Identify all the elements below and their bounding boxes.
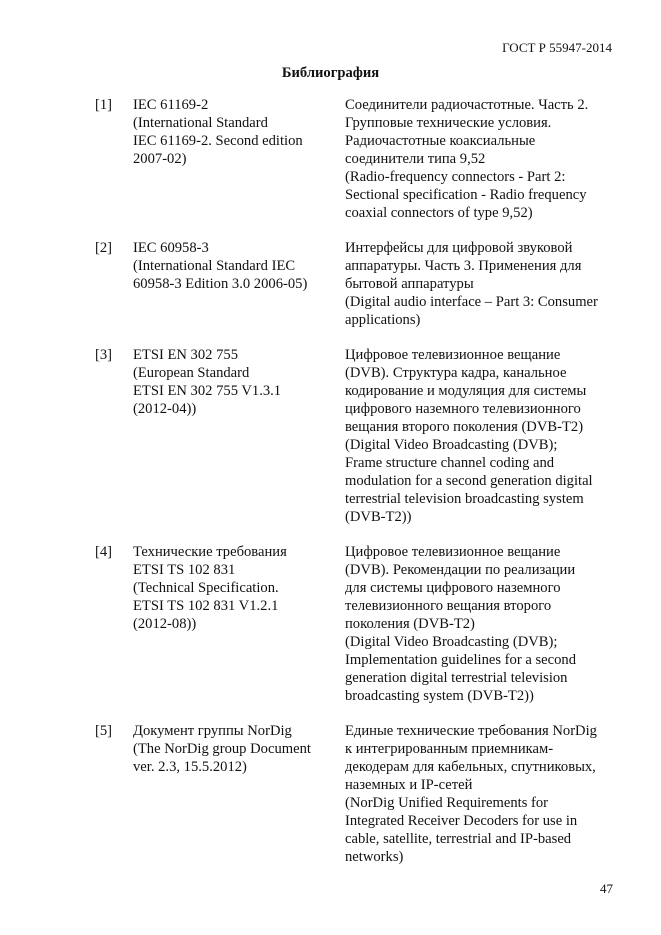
entry-title-line: Implementation guidelines for a second bbox=[345, 652, 576, 668]
entry-number: [1] bbox=[95, 97, 113, 113]
entry-document-line: Документ группы NorDig bbox=[133, 723, 292, 739]
entry-title-line: (Digital audio interface – Part 3: Consumer bbox=[345, 294, 598, 310]
entry-document bbox=[133, 543, 333, 633]
entry-title-line: (DVB). Рекомендации по реализации bbox=[345, 562, 576, 578]
entry-number: [4] bbox=[95, 544, 113, 560]
entry-title-line: Соединители радиочастотные. Часть 2. bbox=[345, 97, 589, 113]
page-title: Библиография bbox=[281, 65, 380, 81]
entry-title-line: Frame structure channel coding and bbox=[345, 455, 555, 471]
entry-title-line: terrestrial television broadcasting system bbox=[345, 491, 584, 507]
entry-document-line: ver. 2.3, 15.5.2012) bbox=[133, 759, 247, 775]
entry-document-line: ETSI TS 102 831 bbox=[133, 562, 236, 578]
entry-title-line: (NorDig Unified Requirements for bbox=[345, 795, 549, 811]
entry-title-line: applications) bbox=[345, 312, 421, 328]
entry-title-line: (DVB). Структура кадра, канальное bbox=[345, 365, 567, 381]
entry-title bbox=[345, 722, 617, 866]
entry-title-line: (Radio-frequency connectors - Part 2: bbox=[345, 169, 566, 185]
entry-document bbox=[133, 96, 333, 168]
entry-document-line: Технические требования bbox=[133, 544, 287, 560]
entry-title-line: (Digital Video Broadcasting (DVB); bbox=[345, 634, 558, 650]
entry-title-line: networks) bbox=[345, 849, 404, 865]
entry-title-line: Групповые технические условия. bbox=[345, 115, 552, 131]
entry-title-line: декодерам для кабельных, спутниковых, bbox=[345, 759, 596, 775]
entry-document-line: (Technical Specification. bbox=[133, 580, 279, 596]
entry-title-line: кодирование и модуляция для системы bbox=[345, 383, 587, 399]
entry-document bbox=[133, 346, 333, 418]
entry-title-line: Цифровое телевизионное вещание bbox=[345, 544, 561, 560]
entry-document-line: 2007-02) bbox=[133, 151, 187, 167]
entry-document-line: ETSI TS 102 831 V1.2.1 bbox=[133, 598, 279, 614]
entry-title bbox=[345, 543, 617, 705]
entry-title-line: к интегрированным приемникам- bbox=[345, 741, 554, 757]
entry-document-line: ETSI EN 302 755 V1.3.1 bbox=[133, 383, 282, 399]
entry-document-line: (International Standard IEC bbox=[133, 258, 296, 274]
entry-document-line: (European Standard bbox=[133, 365, 250, 381]
entry-document bbox=[133, 722, 333, 776]
entry-document bbox=[133, 239, 333, 293]
entry-title-line: Радиочастотные коаксиальные bbox=[345, 133, 536, 149]
entry-title-line: Цифровое телевизионное вещание bbox=[345, 347, 561, 363]
entry-title-line: вещания второго поколения (DVB-T2) bbox=[345, 419, 584, 435]
entry-title-line: аппаратуры. Часть 3. Применения для bbox=[345, 258, 582, 274]
entry-document-line: (2012-08)) bbox=[133, 616, 197, 632]
entry-title-line: Sectional specification - Radio frequency bbox=[345, 187, 587, 203]
entry-title-line: Integrated Receiver Decoders for use in bbox=[345, 813, 578, 829]
entry-title bbox=[345, 346, 617, 526]
entry-title-line: Интерфейсы для цифровой звуковой bbox=[345, 240, 573, 256]
entry-title-line: бытовой аппаратуры bbox=[345, 276, 474, 292]
entry-title bbox=[345, 239, 617, 329]
entry-number: [3] bbox=[95, 347, 113, 363]
entry-document-line: (The NorDig group Document bbox=[133, 741, 311, 757]
entry-title-line: generation digital terrestrial television bbox=[345, 670, 568, 686]
entry-number: [2] bbox=[95, 240, 113, 256]
entry-title-line: поколения (DVB-T2) bbox=[345, 616, 475, 632]
entry-title-line: (DVB-T2)) bbox=[345, 509, 412, 525]
page-number: 47 bbox=[600, 881, 613, 896]
entry-title-line: modulation for a second generation digital bbox=[345, 473, 593, 489]
entry-document-line: IEC 60958-3 bbox=[133, 240, 209, 256]
entry-title-line: cable, satellite, terrestrial and IP-based bbox=[345, 831, 572, 847]
document-code: ГОСТ Р 55947-2014 bbox=[502, 40, 612, 55]
entry-document-line: IEC 61169-2 bbox=[133, 97, 209, 113]
entry-title-line: наземных и IP-сетей bbox=[345, 777, 473, 793]
entry-document-line: (2012-04)) bbox=[133, 401, 197, 417]
entry-document-line: (International Standard bbox=[133, 115, 268, 131]
entry-document-line: IEC 61169-2. Second edition bbox=[133, 133, 303, 149]
entry-title-line: coaxial connectors of type 9,52) bbox=[345, 205, 533, 221]
entry-title-line: телевизионного вещания второго bbox=[345, 598, 552, 614]
entry-title bbox=[345, 96, 617, 222]
entry-title-line: (Digital Video Broadcasting (DVB); bbox=[345, 437, 558, 453]
entry-number: [5] bbox=[95, 723, 113, 739]
entry-title-line: broadcasting system (DVB-T2)) bbox=[345, 688, 534, 704]
entry-title-line: соединители типа 9,52 bbox=[345, 151, 486, 167]
entry-document-line: ETSI EN 302 755 bbox=[133, 347, 238, 363]
entry-title-line: для системы цифрового наземного bbox=[345, 580, 561, 596]
entry-document-line: 60958-3 Edition 3.0 2006-05) bbox=[133, 276, 308, 292]
entry-title-line: цифрового наземного телевизионного bbox=[345, 401, 581, 417]
entry-title-line: Единые технические требования NorDig bbox=[345, 723, 597, 739]
